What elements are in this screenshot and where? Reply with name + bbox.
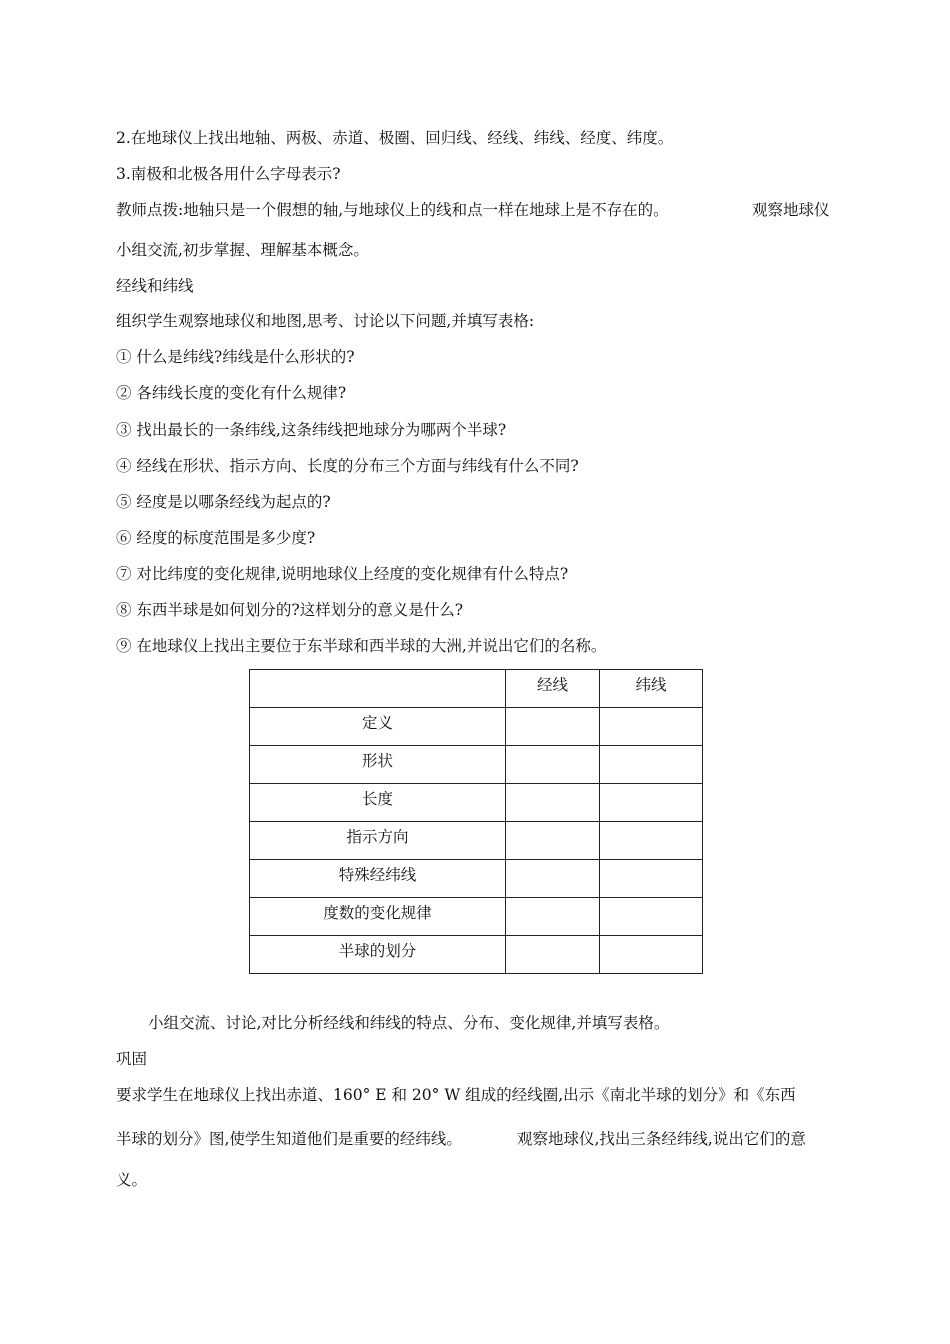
row-label: 指示方向 — [250, 822, 506, 860]
table-row — [250, 708, 703, 746]
question-item: ④ 经线在形状、指示方向、长度的分布三个方面与纬线有什么不同? — [116, 457, 579, 475]
text-line: 教师点拨:地轴只是一个假想的轴,与地球仪上的线和点一样在地球上是不存在的。 — [116, 201, 669, 219]
row-label: 度数的变化规律 — [250, 898, 506, 936]
table-cell — [600, 898, 703, 936]
side-note: 观察地球仪 — [752, 201, 830, 219]
question-item: ⑥ 经度的标度范围是多少度? — [116, 529, 316, 547]
text-line: 小组交流、讨论,对比分析经线和纬线的特点、分布、变化规律,并填写表格。 — [148, 1014, 670, 1032]
table-cell — [506, 708, 600, 746]
row-label: 长度 — [250, 784, 506, 822]
question-item: ① 什么是纬线?纬线是什么形状的? — [116, 348, 355, 366]
table-row — [250, 784, 703, 822]
table-cell — [506, 860, 600, 898]
question-item: ② 各纬线长度的变化有什么规律? — [116, 384, 347, 402]
table-row — [250, 860, 703, 898]
table-cell — [600, 746, 703, 784]
text-line: 小组交流,初步掌握、理解基本概念。 — [116, 241, 369, 259]
table-row — [250, 898, 703, 936]
text-line: 3.南极和北极各用什么字母表示? — [116, 165, 341, 183]
table-cell — [600, 936, 703, 974]
question-item: ③ 找出最长的一条纬线,这条纬线把地球分为哪两个半球? — [116, 421, 507, 439]
table-header-cell — [250, 670, 506, 708]
section-heading: 巩固 — [116, 1050, 148, 1068]
table-cell — [506, 822, 600, 860]
side-note: 观察地球仪,找出三条经纬线,说出它们的意 — [517, 1130, 806, 1148]
table-cell — [600, 708, 703, 746]
question-item: ⑨ 在地球仪上找出主要位于东半球和西半球的大洲,并说出它们的名称。 — [116, 637, 607, 655]
table-cell — [506, 936, 600, 974]
table-cell — [600, 784, 703, 822]
table-cell — [600, 860, 703, 898]
question-item: ⑦ 对比纬度的变化规律,说明地球仪上经度的变化规律有什么特点? — [116, 565, 569, 583]
comparison-table — [249, 669, 703, 974]
section-heading: 经线和纬线 — [116, 277, 194, 295]
text-line: 半球的划分》图,使学生知道他们是重要的经纬线。 — [116, 1130, 462, 1148]
table-header-row — [250, 670, 703, 708]
table-header-cell: 经线 — [506, 670, 600, 708]
table-header-cell: 纬线 — [600, 670, 703, 708]
question-item: ⑧ 东西半球是如何划分的?这样划分的意义是什么? — [116, 601, 464, 619]
table-cell — [506, 898, 600, 936]
table-row — [250, 936, 703, 974]
table-cell — [506, 784, 600, 822]
table-cell — [600, 822, 703, 860]
text-line: 义。 — [116, 1171, 148, 1189]
row-label: 半球的划分 — [250, 936, 506, 974]
text-line: 组织学生观察地球仪和地图,思考、讨论以下问题,并填写表格: — [116, 312, 535, 330]
text-line: 要求学生在地球仪上找出赤道、160° E 和 20° W 组成的经线圈,出示《南北半球的划分》和《东西 — [116, 1086, 796, 1104]
table-row — [250, 746, 703, 784]
row-label: 特殊经纬线 — [250, 860, 506, 898]
question-item: ⑤ 经度是以哪条经线为起点的? — [116, 493, 331, 511]
row-label: 形状 — [250, 746, 506, 784]
row-label: 定义 — [250, 708, 506, 746]
table-row — [250, 822, 703, 860]
text-line: 2.在地球仪上找出地轴、两极、赤道、极圈、回归线、经线、纬线、经度、纬度。 — [116, 129, 674, 147]
table-cell — [506, 746, 600, 784]
